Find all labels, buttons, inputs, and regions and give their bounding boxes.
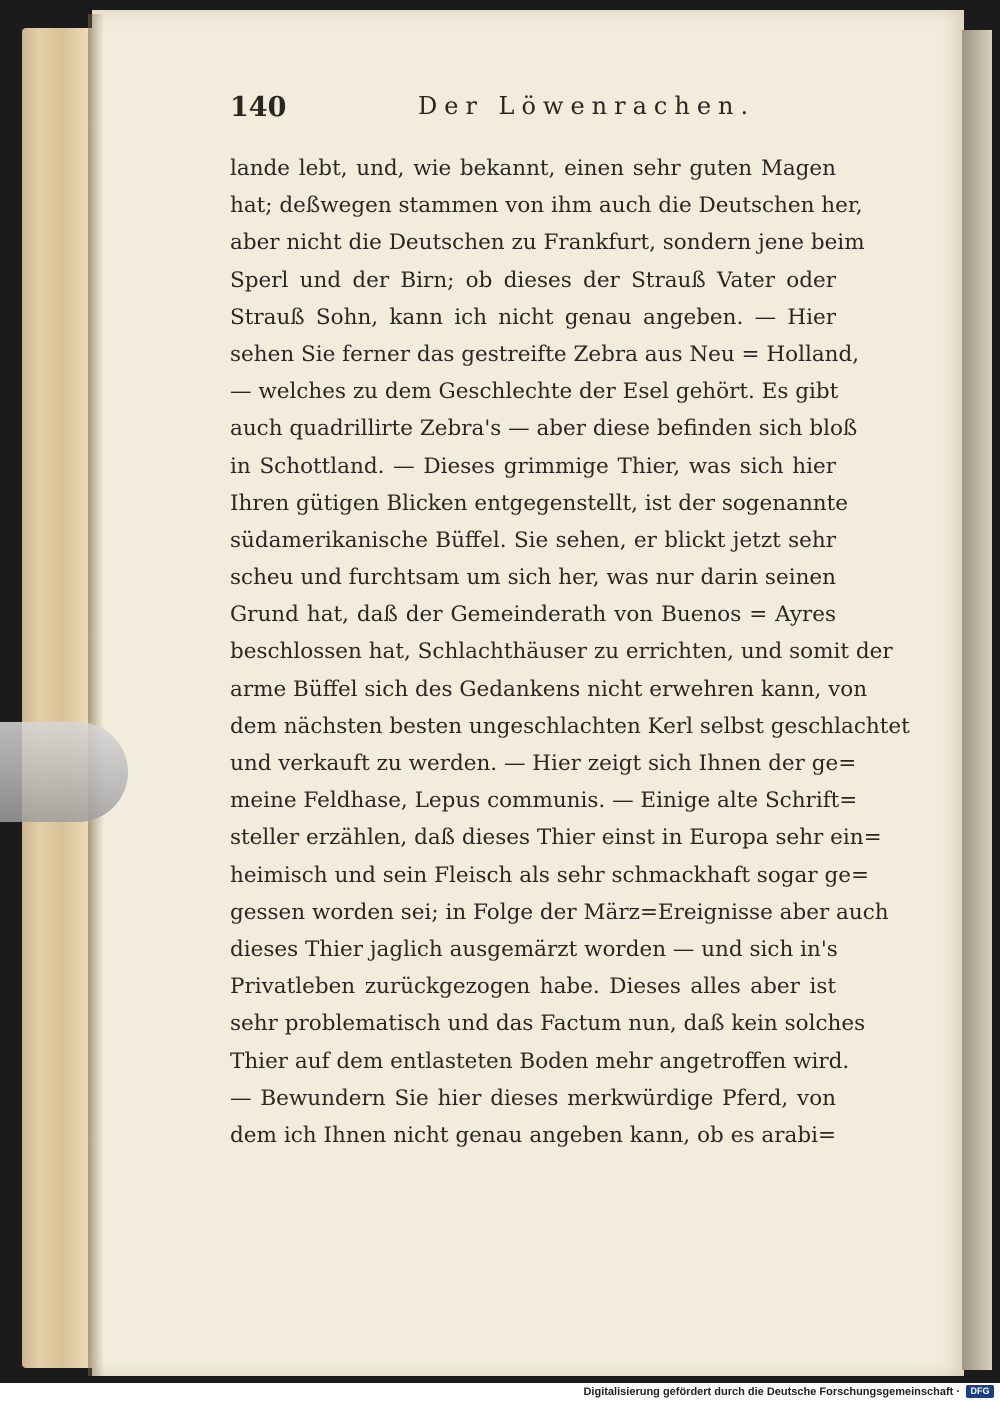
text-line: sehen Sie ferner das gestreifte Zebra aus Neu = Holland, (230, 341, 860, 367)
text-line: Privatleben zurückgezogen habe. Dieses alles aber ist (230, 974, 836, 1000)
text-line: südamerikanische Büffel. Sie sehen, er blickt jetzt sehr (230, 527, 836, 553)
page-clip-tab (0, 722, 128, 822)
book-page-edges (22, 28, 94, 1368)
text-line: — Bewundern Sie hier dieses merkwürdige Pferd, von (230, 1085, 836, 1111)
running-head: Der Löwenrachen. (418, 92, 756, 120)
text-line: und verkauft zu werden. — Hier zeigt sich Ihnen der ge= (230, 751, 857, 776)
text-line: scheu und furchtsam um sich her, was nur darin seinen (230, 565, 836, 591)
page-number: 140 (230, 92, 287, 123)
body-text (230, 150, 910, 1154)
text-line: Grund hat, daß der Gemeinderath von Buenos = Ayres (230, 602, 836, 628)
text-line: heimisch und sein Fleisch als sehr schmackhaft sogar ge= (230, 862, 869, 888)
digitization-footer (0, 1383, 1000, 1401)
text-line: Sperl und der Birn; ob dieses der Strauß Vater oder (230, 267, 836, 293)
page-gutter-shadow (88, 14, 104, 1376)
text-line: dem nächsten besten ungeschlachten Kerl selbst geschlachtet (230, 713, 910, 739)
text-line: auch quadrillirte Zebra's — aber diese befinden sich bloß (230, 416, 858, 442)
text-line: dem ich Ihnen nicht genau angeben kann, ob es arabi= (230, 1122, 836, 1148)
text-line: aber nicht die Deutschen zu Frankfurt, sondern jene beim (230, 230, 865, 256)
text-line: arme Büffel sich des Gedankens nicht erwehren kann, von (230, 676, 868, 702)
page-header (230, 92, 836, 126)
text-line: — welches zu dem Geschlechte der Esel gehört. Es gibt (230, 379, 839, 405)
text-line: beschlossen hat, Schlachthäuser zu errichten, und somit der (230, 639, 893, 665)
funding-credit: Digitalisierung gefördert durch die Deutsche Forschungsgemeinschaft · (583, 1386, 960, 1398)
text-line: in Schottland. — Dieses grimmige Thier, was sich hier (230, 453, 836, 479)
text-line: gessen worden sei; in Folge der März=Ereignisse aber auch (230, 899, 889, 925)
text-line: Thier auf dem entlasteten Boden mehr angetroffen wird. (230, 1048, 850, 1074)
text-line: sehr problematisch und das Factum nun, daß kein solches (230, 1011, 866, 1037)
text-line: steller erzählen, daß dieses Thier einst in Europa sehr ein= (230, 825, 882, 851)
facing-page-edge (962, 30, 992, 1370)
text-line: hat; deßwegen stammen von ihm auch die Deutschen her, (230, 193, 863, 219)
text-line: lande lebt, und, wie bekannt, einen sehr guten Magen (230, 156, 836, 181)
text-line: Strauß Sohn, kann ich nicht genau angeben. — Hier (230, 304, 836, 330)
text-line: Ihren gütigen Blicken entgegenstellt, ist der sogenannte (230, 490, 848, 516)
text-line: meine Feldhase, Lepus communis. — Einige alte Schrift= (230, 788, 858, 814)
dfg-logo: DFG (966, 1385, 994, 1398)
text-line: dieses Thier jaglich ausgemärzt worden — und sich in's (230, 936, 838, 962)
